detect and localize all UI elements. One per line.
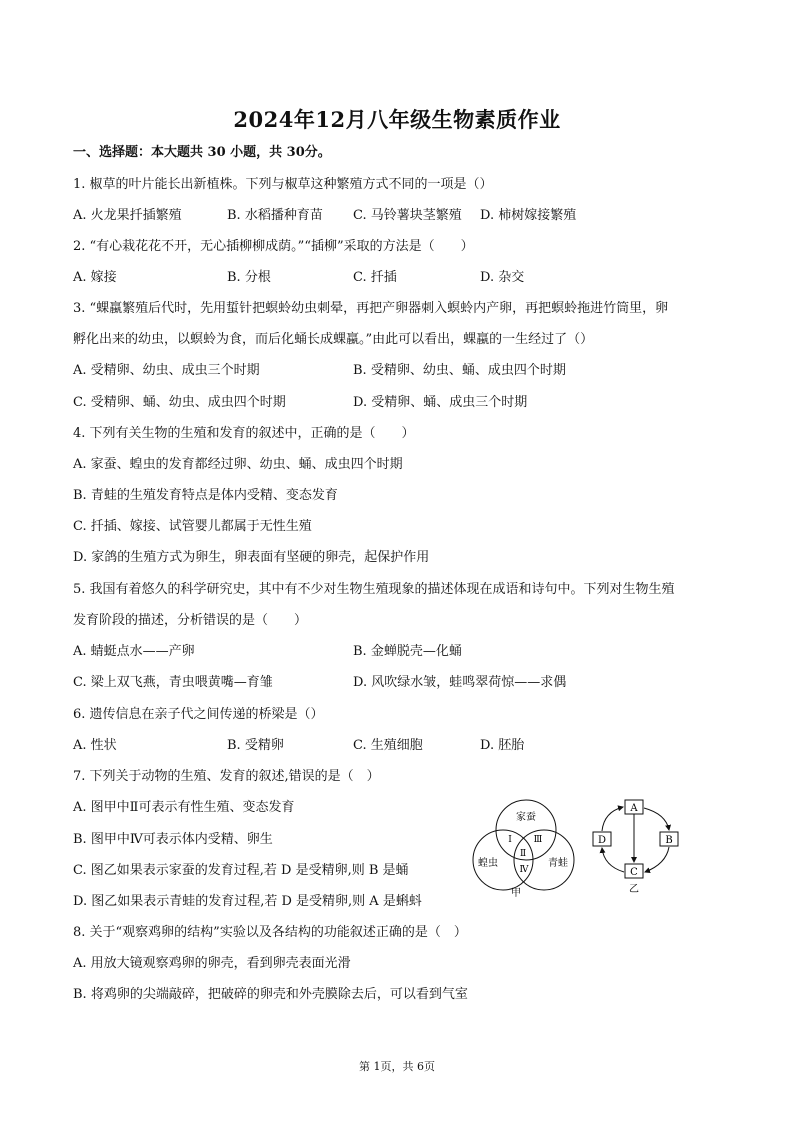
venn-label-silkworm: 家蚕 — [516, 812, 536, 823]
question-1-option-c: C. 马铃薯块茎繁殖 — [353, 208, 462, 223]
venn-region-2: Ⅱ — [519, 849, 527, 859]
venn-region-3: Ⅲ — [533, 835, 543, 845]
question-7-option-c: C. 图乙如果表示家蚕的发育过程,若 D 是受精卵,则 B 是蛹 — [73, 863, 409, 878]
question-4-option-a: A. 家蚕、蝗虫的发育都经过卵、幼虫、蛹、成虫四个时期 — [73, 457, 403, 472]
question-1-stem: 1. 椒草的叶片能长出新植株。下列与椒草这种繁殖方式不同的一项是（） — [73, 177, 493, 192]
cycle-label-d: D — [597, 835, 607, 846]
question-3-stem-line-2: 孵化出来的幼虫，以螟蛉为食，而后化蛹长成蜾蠃。”由此可以看出，蜾蠃的一生经过了（） — [73, 332, 594, 347]
figure-caption-jia: 甲 — [511, 888, 521, 899]
venn-label-frog: 青蛙 — [548, 858, 568, 869]
question-6-option-a: A. 性状 — [73, 738, 117, 753]
question-2-stem: 2. “有心栽花花不开，无心插柳柳成荫。”“插柳”采取的方法是（ ） — [73, 239, 474, 254]
question-3-option-a: A. 受精卵、幼虫、成虫三个时期 — [73, 363, 260, 378]
question-3-stem-line-1: 3. “蜾蠃繁殖后代时，先用蜇针把螟蛉幼虫刺晕，再把产卵器刺入螟蛉内产卵，再把螟蛉拖进竹筒里，卵 — [73, 301, 669, 316]
venn-region-4: Ⅳ — [519, 865, 529, 875]
question-2-option-a: A. 嫁接 — [73, 270, 117, 285]
question-6-option-b: B. 受精卵 — [227, 738, 284, 753]
question-3-option-c: C. 受精卵、蛹、幼虫、成虫四个时期 — [73, 395, 286, 410]
cycle-label-b: B — [665, 835, 673, 846]
venn-label-locust: 蝗虫 — [478, 858, 498, 869]
question-3-option-d: D. 受精卵、蛹、成虫三个时期 — [353, 395, 528, 410]
cycle-label-c: C — [630, 867, 638, 878]
page-title: 2024年12月八年级生物素质作业 — [233, 107, 561, 132]
question-1-option-d: D. 柿树嫁接繁殖 — [480, 208, 577, 223]
question-5-option-d: D. 风吹绿水皱，蛙鸣翠荷惊——求偶 — [353, 675, 567, 690]
question-7-stem: 7. 下列关于动物的生殖、发育的叙述,错误的是（ ） — [73, 769, 380, 784]
cycle-arrow-a-b — [644, 808, 669, 830]
question-7-figure — [466, 796, 692, 900]
question-7-option-d: D. 图乙如果表示青蛙的发育过程,若 D 是受精卵,则 A 是蝌蚪 — [73, 894, 422, 909]
question-2-option-d: D. 杂交 — [480, 270, 525, 285]
question-8-stem: 8. 关于“观察鸡卵的结构”实验以及各结构的功能叙述正确的是（ ） — [73, 925, 467, 940]
question-6-stem: 6. 遗传信息在亲子代之间传递的桥梁是（） — [73, 707, 324, 722]
question-6-option-c: C. 生殖细胞 — [353, 738, 423, 753]
question-5-option-b: B. 金蝉脱壳—化蛹 — [353, 644, 462, 659]
question-3-option-b: B. 受精卵、幼虫、蛹、成虫四个时期 — [353, 363, 566, 378]
question-5-stem-line-1: 5. 我国有着悠久的科学研究史，其中有不少对生物生殖现象的描述体现在成语和诗句中。下列对生物生殖 — [73, 582, 675, 597]
venn-region-1: Ⅰ — [508, 835, 512, 845]
question-1-option-a: A. 火龙果扦插繁殖 — [73, 208, 182, 223]
section-heading: 一、选择题：本大题共 30 小题，共 30分。 — [73, 145, 331, 160]
question-5-option-c: C. 梁上双飞燕，青虫喂黄嘴—育雏 — [73, 675, 273, 690]
figure-caption-yi: 乙 — [629, 884, 639, 895]
question-7-option-b: B. 图甲中Ⅳ可表示体内受精、卵生 — [73, 832, 273, 847]
question-5-option-a: A. 蜻蜓点水——产卵 — [73, 644, 195, 659]
cycle-label-a: A — [630, 803, 638, 814]
question-4-option-d: D. 家鸽的生殖方式为卵生，卵表面有坚硬的卵壳，起保护作用 — [73, 550, 430, 565]
question-7-option-a: A. 图甲中Ⅱ可表示有性生殖、变态发育 — [73, 800, 295, 815]
question-4-option-b: B. 青蛙的生殖发育特点是体内受精、变态发育 — [73, 488, 338, 503]
question-8-option-b: B. 将鸡卵的尖端敲碎，把破碎的卵壳和外壳膜除去后，可以看到气室 — [73, 987, 468, 1002]
question-5-stem-line-2: 发育阶段的描述，分析错误的是（ ） — [73, 613, 308, 628]
question-4-stem: 4. 下列有关生物的生殖和发育的叙述中，正确的是（ ） — [73, 426, 415, 441]
question-6-option-d: D. 胚胎 — [480, 738, 525, 753]
cycle-arrow-c-d — [602, 848, 624, 872]
question-4-option-c: C. 扦插、嫁接、试管婴儿都属于无性生殖 — [73, 519, 312, 534]
question-8-option-a: A. 用放大镜观察鸡卵的卵壳，看到卵壳表面光滑 — [73, 956, 351, 971]
page-footer: 第 1页，共 6页 — [359, 1060, 435, 1073]
cycle-arrow-b-c — [645, 847, 669, 872]
question-2-option-b: B. 分根 — [227, 270, 271, 285]
question-1-option-b: B. 水稻播种育苗 — [227, 208, 323, 223]
question-2-option-c: C. 扦插 — [353, 270, 397, 285]
cycle-arrow-d-a — [602, 807, 623, 831]
